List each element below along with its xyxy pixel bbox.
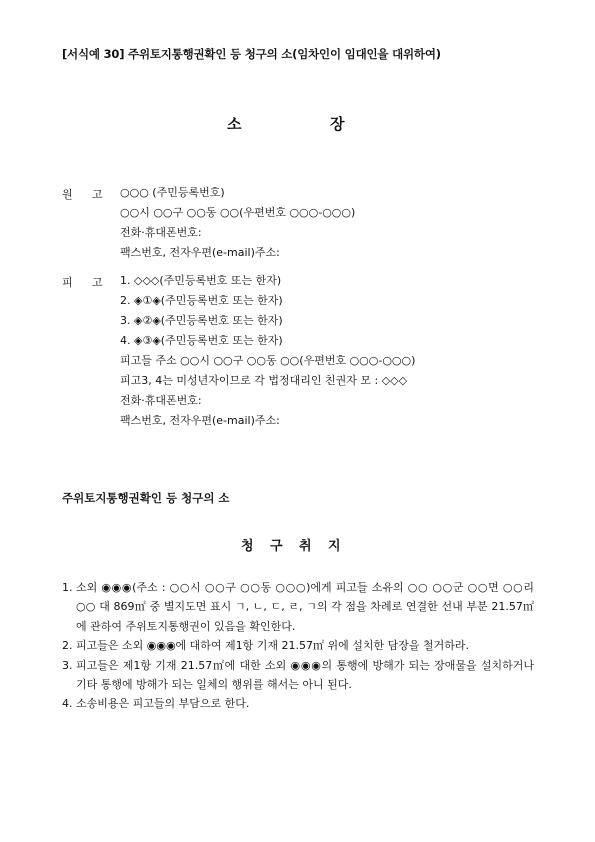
plaintiff-fax-email: 팩스번호, 전자우편(e-mail)주소:	[120, 246, 280, 259]
claim-number: 4.	[62, 697, 73, 711]
claims-list	[62, 578, 534, 714]
section-title-char: 청	[241, 539, 254, 554]
claim-number: 2.	[62, 639, 73, 653]
claim-text: 소외 ◉◉◉(주소 : ○○시 ○○구 ○○동 ○○○)에게 피고들 소유의 ○○ ○○군 ○○면 ○○리 ○○ 대 869㎡ 중 별지도면 표시 ㄱ, ㄴ, ㄷ, ㄹ, ㄱ의 각 점을 차례로 연결한 선내 부분 21.57㎡에 관하여 주위토지통행권이 있음을 확인한다.	[76, 581, 534, 633]
role-char: 고	[92, 276, 103, 289]
defendant-address: 피고들 주소 ○○시 ○○구 ○○동 ○○(우편번호 ○○○-○○○)	[120, 354, 416, 367]
title-char: 소	[227, 115, 242, 133]
claim-text: 피고들은 소외 ◉◉◉에 대하여 제1항 기재 21.57㎡ 위에 설치한 담장을 철거하라.	[76, 639, 470, 653]
role-char: 고	[92, 188, 103, 201]
role-char: 원	[62, 188, 73, 201]
plaintiff-address: ○○시 ○○구 ○○동 ○○(우편번호 ○○○-○○○)	[120, 206, 356, 219]
section-title-char: 취	[299, 539, 312, 554]
plaintiff-name: ○○○ (주민등록번호)	[120, 186, 225, 199]
defendant-fax-email: 팩스번호, 전자우편(e-mail)주소:	[120, 414, 280, 427]
plaintiff-phone: 전화·휴대폰번호:	[120, 226, 202, 239]
claim-item	[62, 636, 534, 655]
case-name: 주위토지통행권확인 등 청구의 소	[62, 491, 230, 505]
section-title-char: 구	[270, 539, 283, 554]
title-char: 장	[330, 115, 345, 133]
claim-number: 1.	[62, 581, 73, 594]
defendant-phone: 전화·휴대폰번호:	[120, 394, 202, 407]
claim-number: 3.	[62, 658, 73, 672]
claim-text: 피고들은 제1항 기재 21.57㎡에 대한 소외 ◉◉◉의 통행에 방해가 되는 장애물을 설치하거나 기타 통행에 방해가 되는 일체의 행위를 해서는 아니 된다.	[76, 658, 534, 692]
defendant-2: 2. ◈①◈(주민등록번호 또는 한자)	[120, 294, 283, 307]
defendant-guardian: 피고3, 4는 미성년자이므로 각 법정대리인 친권자 모 : ◇◇◇	[120, 374, 408, 387]
role-char: 피	[62, 276, 73, 289]
defendant-4: 4. ◈③◈(주민등록번호 또는 한자)	[120, 334, 283, 347]
claim-item	[62, 694, 534, 713]
section-title-char: 지	[328, 539, 341, 554]
claim-item	[62, 656, 534, 695]
form-header: [서식예 30] 주위토지통행권확인 등 청구의 소(임차인이 임대인을 대위하여)	[62, 47, 441, 61]
defendant-3: 3. ◈②◈(주민등록번호 또는 한자)	[120, 314, 283, 327]
defendant-1: 1. ◇◇◇(주민등록번호 또는 한자)	[120, 274, 282, 287]
claim-text: 소송비용은 피고들의 부담으로 한다.	[76, 697, 250, 711]
claim-item	[62, 578, 534, 636]
